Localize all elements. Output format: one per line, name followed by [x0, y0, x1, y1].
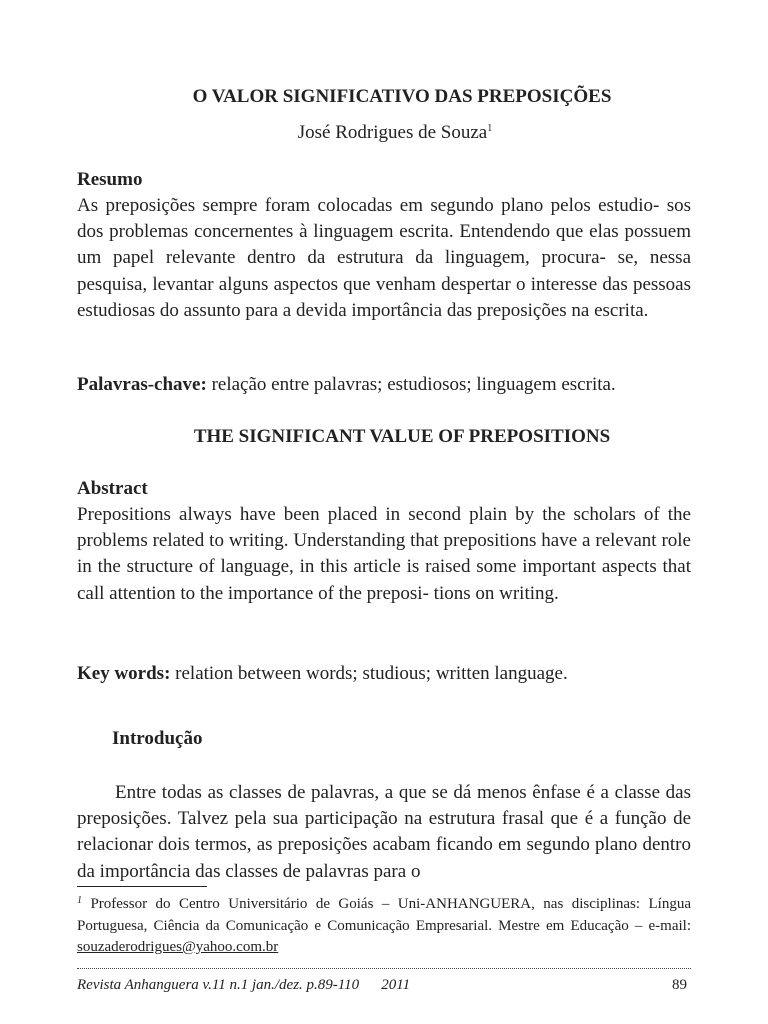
resumo-section — [77, 167, 691, 324]
journal-year: 2011 — [381, 977, 411, 993]
footer-dotted-rule — [77, 968, 691, 969]
english-title: THE SIGNIFICANT VALUE OF PREPOSITIONS — [193, 426, 611, 447]
article-title: O VALOR SIGNIFICATIVO DAS PREPOSIÇÕES — [192, 86, 612, 107]
page-number: 89 — [672, 977, 687, 993]
journal-citation: Revista Anhanguera v.11 n.1 jan./dez. p.89-110 — [77, 977, 360, 993]
resumo-heading: Resumo — [77, 169, 143, 190]
author-footnote-marker: 1 — [487, 123, 493, 134]
footnote-marker: 1 — [77, 895, 82, 906]
introducao-section — [77, 780, 691, 885]
footnote: $^1$ Professor do Centro Universitário de Goiás – Uni-ANHANGUERA, nas disciplinas: Língua Portuguesa, Ciência da Comunicação e Comunicação Empresarial. Mestre em Educação – e-mail: souzaderodrigues@yahoo.com.br — [77, 895, 691, 955]
introducao-heading: Introdução — [112, 728, 203, 749]
abstract-section — [77, 476, 691, 607]
abstract-heading: Abstract — [77, 478, 148, 499]
palavras-chave-text: relação entre palavras; estudiosos; linguagem escrita. — [211, 374, 616, 395]
resumo-text: As preposições sempre foram colocadas em segundo plano pelos estudio- sos dos problemas concernentes à linguagem escrita. Entendendo que elas possuem um papel relevante dentro da estrutura da linguagem, procura- se, nessa pesquisa, levantar alguns aspectos que venham despertar o interesse das pessoas estudiosas do assunto para a devida importância das preposições na escrita. — [77, 195, 692, 321]
key-words-text: relation between words; studious; written language. — [175, 663, 568, 684]
introducao-text: Entre todas as classes de palavras, a que se dá menos ênfase é a classe das preposições. Talvez pela sua participação na estrutura frasal que é a função de relacionar dois termos, as preposições acabam ficando em segundo plano dentro da importância das classes de palavras para o — [77, 782, 692, 882]
palavras-chave-label: Palavras-chave: — [77, 374, 207, 395]
key-words-line — [77, 661, 691, 687]
palavras-chave-line — [77, 372, 691, 398]
page-footer — [77, 975, 691, 995]
email-link[interactable]: souzaderodrigues@yahoo.com.br — [77, 939, 279, 955]
footnote-separator — [77, 886, 207, 887]
author-name: José Rodrigues de Souza — [297, 122, 488, 143]
abstract-text: Prepositions always have been placed in second plain by the scholars of the problems related to writing. Understanding that prepositions have a relevant role in the structure of language, in this article is raised some important aspects that call attention to the importance of the preposi- tions on writing. — [77, 504, 692, 604]
author-line — [0, 116, 768, 146]
key-words-label: Key words: — [77, 663, 171, 684]
